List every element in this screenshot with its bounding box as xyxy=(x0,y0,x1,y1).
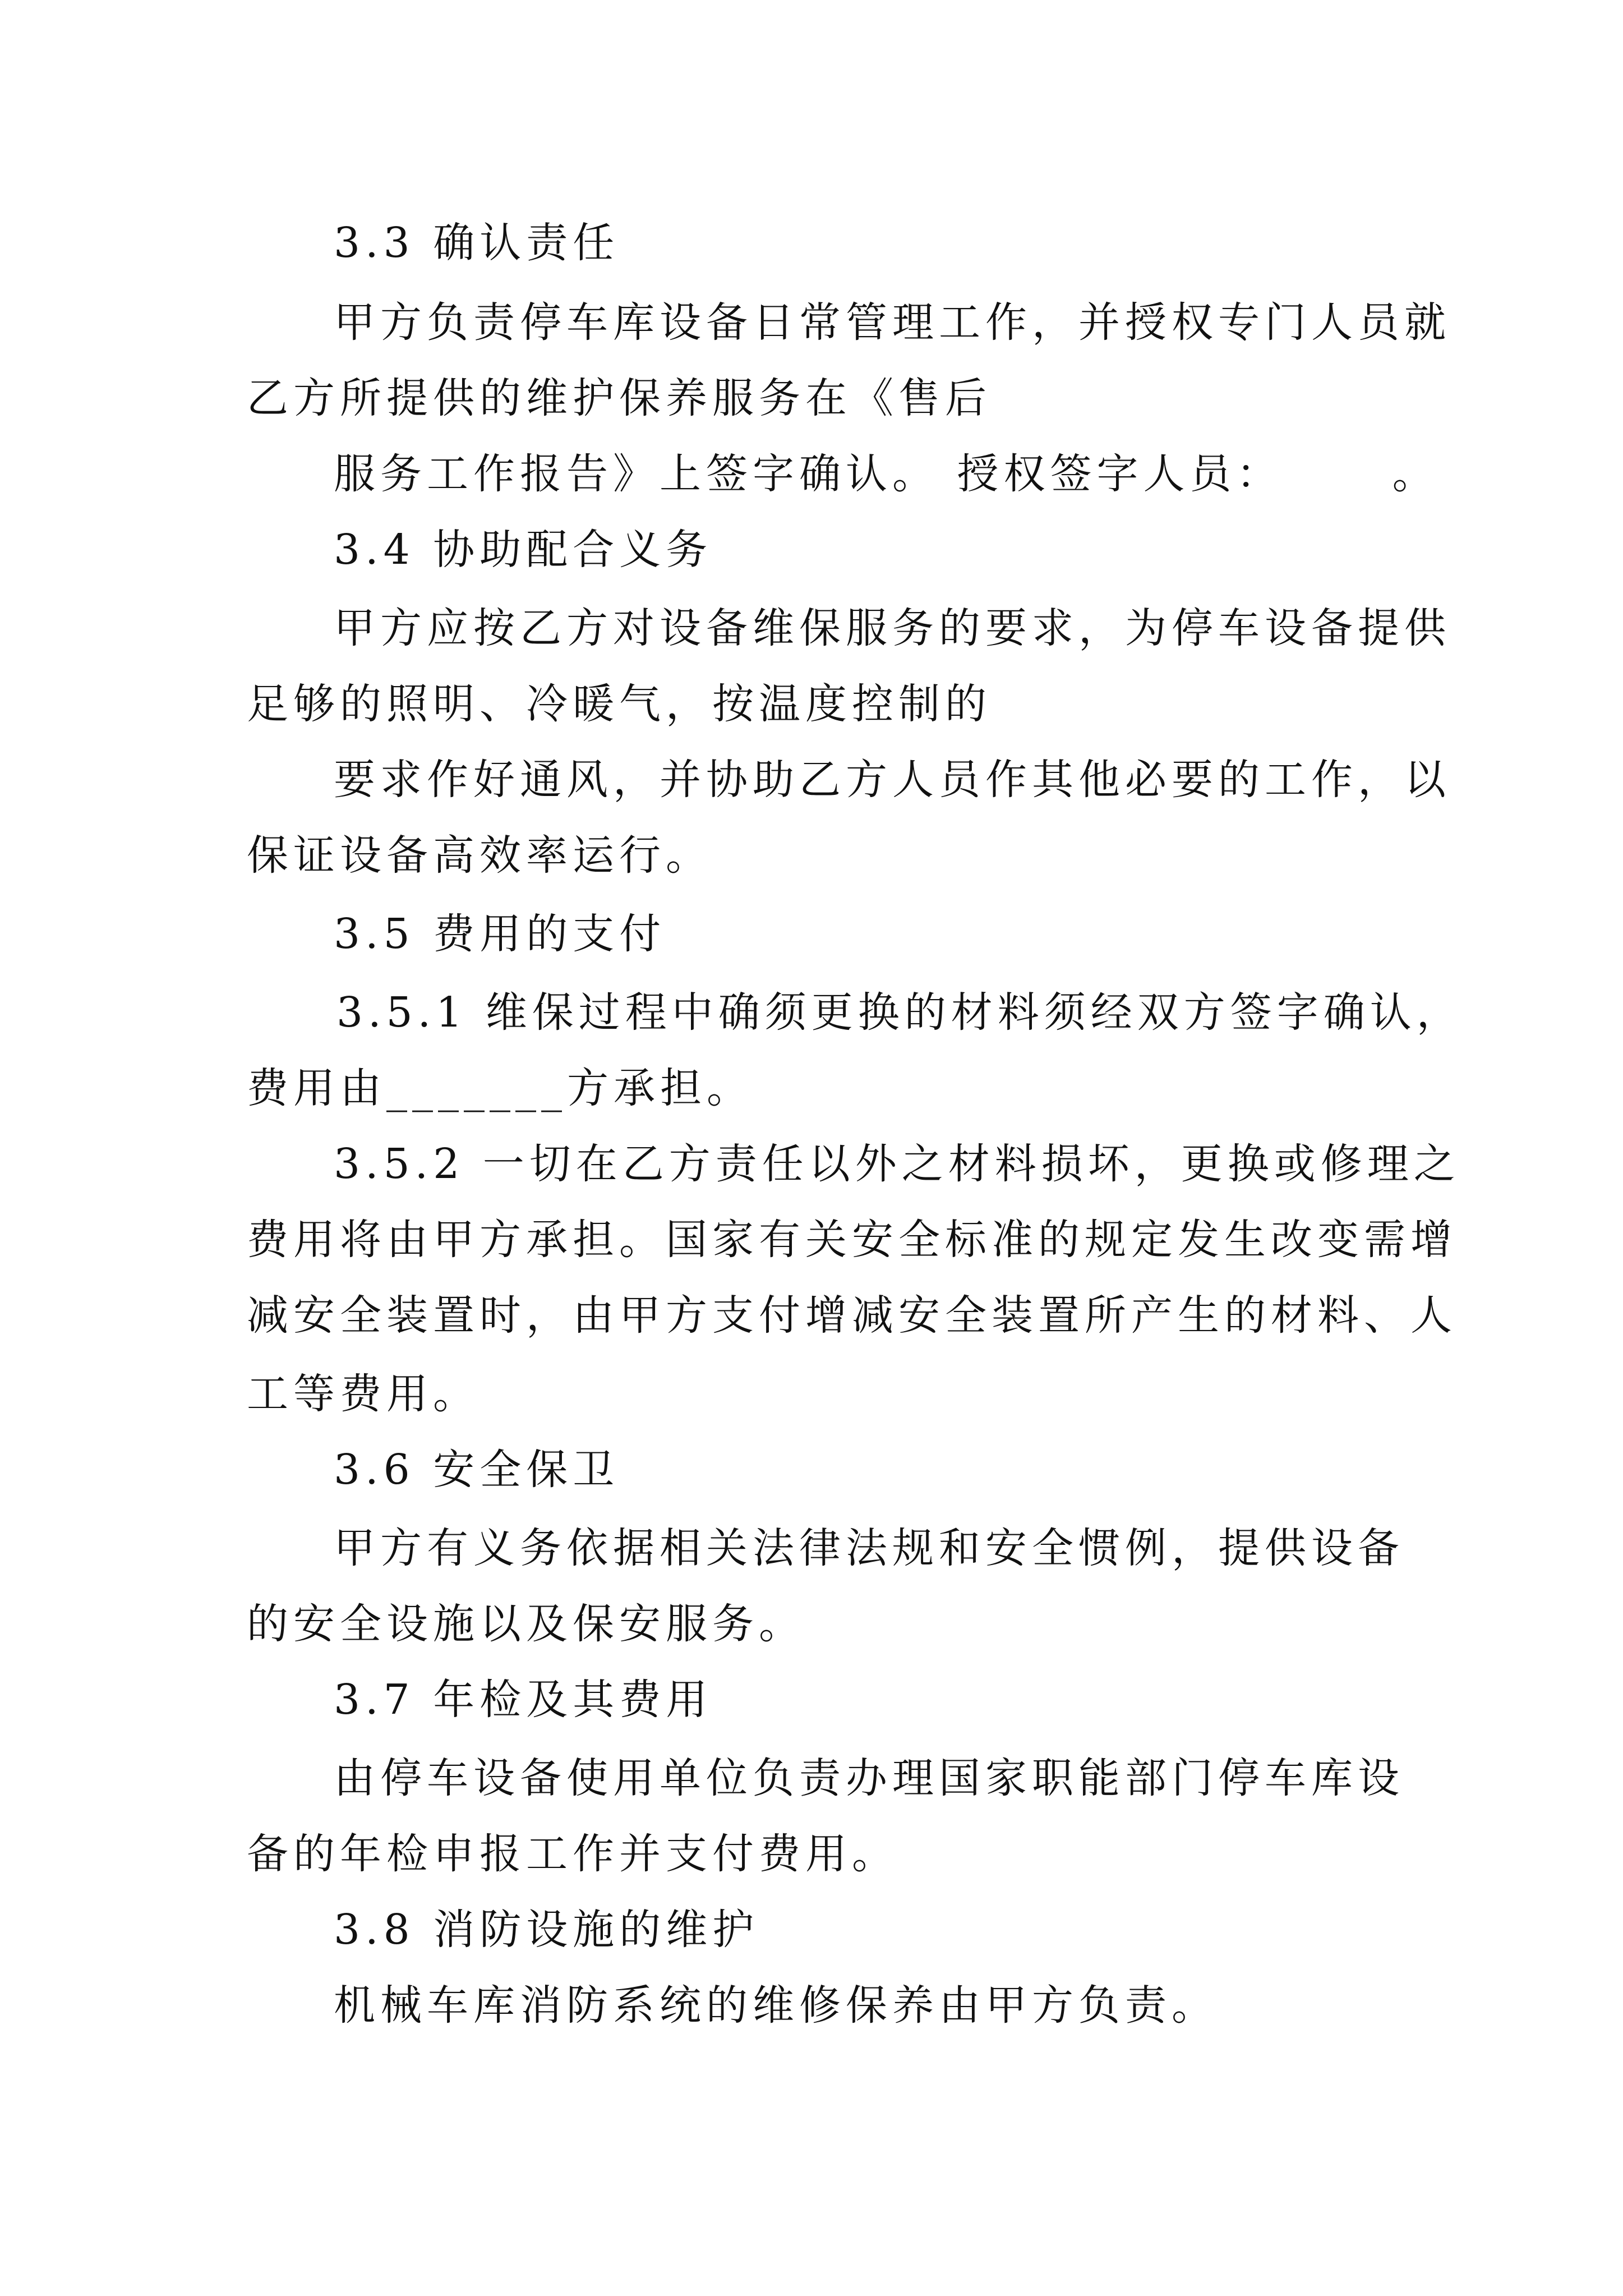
paragraph-line: 减安全装置时，由甲方支付增减安全装置所产生的材料、人 xyxy=(247,1291,1457,1340)
paragraph-line: 机械车库消防系统的维修保养由甲方负责。 xyxy=(334,1981,1218,2030)
heading-3-4: 3.4 协助配合义务 xyxy=(334,526,713,574)
paragraph-line: 足够的照明、冷暖气，按温度控制的 xyxy=(247,680,992,728)
paragraph-line: 甲方有义务依据相关法律法规和安全惯例，提供设备 xyxy=(334,1524,1404,1572)
paragraph-line: 3.5.2 一切在乙方责任以外之材料损坏，更换或修理之 xyxy=(334,1140,1460,1188)
paragraph-line: 的安全设施以及保安服务。 xyxy=(247,1600,805,1648)
paragraph-line: 备的年检申报工作并支付费用。 xyxy=(247,1830,898,1878)
paragraph-line: 费用由_______方承担。 xyxy=(247,1064,753,1112)
paragraph-line: 甲方应按乙方对设备维保服务的要求，为停车设备提供 xyxy=(334,604,1451,652)
paragraph-line: 乙方所提供的维护保养服务在《售后 xyxy=(247,374,992,422)
paragraph-line: 服务工作报告》上签字确认。 授权签字人员： 。 xyxy=(334,450,1439,498)
paragraph-line: 甲方负责停车库设备日常管理工作，并授权专门人员就 xyxy=(334,298,1451,347)
paragraph-line: 要求作好通风，并协助乙方人员作其他必要的工作，以 xyxy=(334,756,1451,804)
heading-3-3: 3.3 确认责任 xyxy=(334,219,620,267)
paragraph-line: 由停车设备使用单位负责办理国家职能部门停车库设 xyxy=(334,1754,1404,1802)
paragraph-line: 工等费用。 xyxy=(247,1370,479,1418)
heading-3-8: 3.8 消防设施的维护 xyxy=(334,1906,759,1954)
heading-3-6: 3.6 安全保卫 xyxy=(334,1446,620,1494)
heading-3-7: 3.7 年检及其费用 xyxy=(334,1676,713,1724)
paragraph-line: 费用将由甲方承担。国家有关安全标准的规定发生改变需增 xyxy=(247,1216,1457,1264)
paragraph-line: 3.5.1 维保过程中确须更换的材料须经双方签字确认， xyxy=(336,988,1463,1037)
paragraph-line: 保证设备高效率运行。 xyxy=(247,831,712,880)
heading-3-5: 3.5 费用的支付 xyxy=(334,910,666,958)
